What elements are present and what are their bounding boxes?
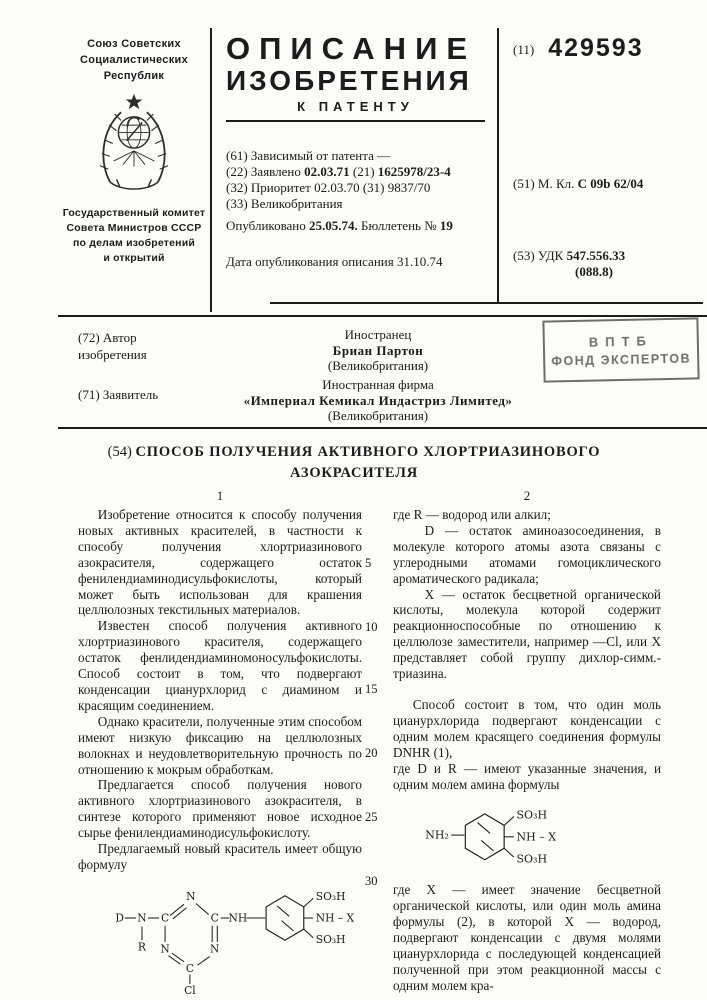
line-number: 25 bbox=[365, 810, 378, 824]
applicant-name: «Империал Кемикал Индастриз Лимитед» bbox=[243, 392, 513, 408]
publication-date-line: Дата опубликования описания 31.10.74 bbox=[226, 254, 443, 269]
invention-title bbox=[94, 442, 614, 484]
group-NH-X: NH – X bbox=[516, 830, 557, 844]
committee-name: Государственный комитет Совета Министров СССР по делам изобретений и открытий bbox=[62, 207, 206, 264]
atom-D: D bbox=[115, 911, 124, 925]
field-53-udc: (53) УДК 547.556.33 (088.8) bbox=[513, 248, 626, 279]
paragraph: где R — водород или алкил; bbox=[393, 507, 551, 522]
invention-title-text: СПОСОБ ПОЛУЧЕНИЯ АКТИВНОГО ХЛОРТРИАЗИНОВОГО АЗОКРАСИТЕЛЯ bbox=[135, 444, 601, 481]
line-number: 5 bbox=[365, 556, 372, 570]
group-NH: NH bbox=[228, 911, 248, 925]
field-72-author-label: (72) Автор изобретения bbox=[78, 330, 147, 362]
bibliographic-data bbox=[226, 148, 485, 270]
published-line: Опубликовано 25.05.74. Бюллетень № 19 bbox=[226, 218, 453, 233]
column-2 bbox=[393, 488, 661, 1000]
author-country: (Великобритания) bbox=[327, 358, 429, 373]
line-number: 30 bbox=[365, 874, 378, 888]
column-2-number: 2 bbox=[523, 488, 531, 503]
header-vertical-divider-right bbox=[497, 28, 499, 302]
header-center-column bbox=[212, 28, 497, 270]
group-SO3H: SO₃H bbox=[516, 852, 548, 866]
doc-subtitle: К ПАТЕНТУ bbox=[226, 96, 485, 122]
ussr-coat-of-arms-icon bbox=[58, 92, 210, 200]
paragraph: Известен способ получения активного хлортриазинового красителя, содержащего остаток фенлидендиаминомоносульфокислоты. Способ состоит в том, что подвергают конденсации цианурхлорид с диамином и красящим соединением. bbox=[78, 618, 362, 713]
header-left-column bbox=[58, 36, 210, 266]
paragraph: Изобретение относится к способу получения новых активных красителей, в частности к способу получения хлортриазинового азокрасителя, содержащего остаток фенилендиаминодисульфокислоты, который может быть использован для крашения целлюлозных текстильных материалов. bbox=[78, 507, 362, 618]
group-SO3H: SO₃H bbox=[516, 808, 548, 822]
document-number bbox=[513, 34, 644, 63]
paragraph: X — остаток бесцветной органической кислоты, молекула которой содержит реакционноспособные по отношению к целлюлозе заместители, например —Cl, или X представляет собой группу дихлор-симм.-триазина. bbox=[393, 586, 661, 682]
field-54-code: (54) bbox=[107, 444, 132, 460]
atom-N: N bbox=[186, 889, 196, 903]
author-status: Иностранец bbox=[344, 327, 412, 342]
column-1 bbox=[78, 488, 362, 1000]
union-name: Союз Советских Социалистических Республик bbox=[80, 38, 188, 82]
atom-C: C bbox=[210, 911, 219, 925]
field-71-applicant-label: (71) Заявитель bbox=[78, 387, 159, 402]
atom-C: C bbox=[185, 961, 195, 975]
applicant-country: (Великобритания) bbox=[327, 408, 429, 423]
line-number: 10 bbox=[365, 620, 378, 634]
field-11-label: (11) bbox=[513, 42, 535, 57]
field-61-dependent: (61) Зависимый от патента — bbox=[226, 148, 391, 163]
applicant-block bbox=[178, 377, 578, 424]
paragraph: где D и R — имеют указанные значения, и одним молем амина формулы bbox=[393, 760, 661, 792]
column-1-number: 1 bbox=[216, 488, 224, 503]
line-number: 20 bbox=[365, 746, 378, 760]
paragraph: где X — имеет значение бесцветной органической кислоты, или один моль амина формулы (2), в которой X — водород, подвергают конденсации с двумя молями цианурхлорида с последующей конденсацией полученной при этом реакционной массы с одним молем кра- bbox=[393, 882, 661, 993]
atom-C: C bbox=[160, 911, 170, 925]
authors-section bbox=[58, 315, 707, 429]
author-name: Бриан Партон bbox=[332, 342, 424, 358]
author-block bbox=[208, 327, 548, 374]
atom-N: N bbox=[137, 911, 147, 925]
atom-R: R bbox=[137, 940, 146, 954]
stamp-line2: ФОНД ЭКСПЕРТОВ bbox=[551, 351, 692, 368]
paragraph: Предлагается способ получения нового активного хлортриазинового азокрасителя, в синтезе которого применяют новое исходное сырье фенилендиаминодисульфокислоту. bbox=[78, 777, 362, 841]
atom-Cl: Cl bbox=[184, 984, 196, 997]
atom-N: N bbox=[210, 942, 220, 956]
chemical-formula-2 bbox=[423, 798, 661, 878]
atom-N: N bbox=[160, 942, 170, 956]
chemical-formula-1 bbox=[112, 881, 362, 1000]
doc-type-line1: ОПИСАНИЕ bbox=[226, 31, 477, 66]
field-22-claimed: (22) Заявлено 02.03.71 (21) 1625978/23-4 bbox=[226, 164, 451, 179]
library-stamp bbox=[542, 317, 699, 382]
group-SO3H: SO₃H bbox=[315, 889, 346, 903]
stamp-line1: ВПТБ bbox=[588, 332, 653, 350]
applicant-type: Иностранная фирма bbox=[322, 377, 434, 392]
paragraph: Предлагаемый новый краситель имеет общую формулу bbox=[78, 841, 362, 872]
paragraph: Однако красители, полученные этим способом имеют низкую фиксацию на целлюлозных волокнах и неудовлетворительную прочность по отношению к мокрым обработкам. bbox=[78, 713, 362, 777]
header-bottom-rule bbox=[270, 302, 703, 304]
group-SO3H: SO₃H bbox=[315, 932, 346, 946]
doc-type-line2: ИЗОБРЕТЕНИЯ bbox=[226, 65, 472, 96]
line-number-gutter bbox=[362, 488, 393, 1000]
group-NH2: NH₂ bbox=[425, 828, 449, 842]
field-33-country: (33) Великобритания bbox=[226, 196, 343, 211]
paragraph: D — остаток аминоазосоединения, в молекуле которого атомы азота связаны с углеродными атомами гомоциклического ароматического радикала; bbox=[393, 522, 661, 586]
group-NH-X: NH – X bbox=[315, 911, 355, 925]
field-51-class: (51) М. Кл. C 09b 62/04 bbox=[513, 176, 644, 191]
patent-number: 429593 bbox=[548, 34, 644, 62]
line-number: 15 bbox=[365, 682, 378, 696]
description-body bbox=[78, 488, 661, 1000]
paragraph: Способ состоит в том, что один моль цианурхлорида подвергают конденсации с одним молем красящего соединения формулы DNHR (1), bbox=[393, 696, 661, 760]
field-32-priority: (32) Приоритет 02.03.70 (31) 9837/70 bbox=[226, 180, 431, 195]
